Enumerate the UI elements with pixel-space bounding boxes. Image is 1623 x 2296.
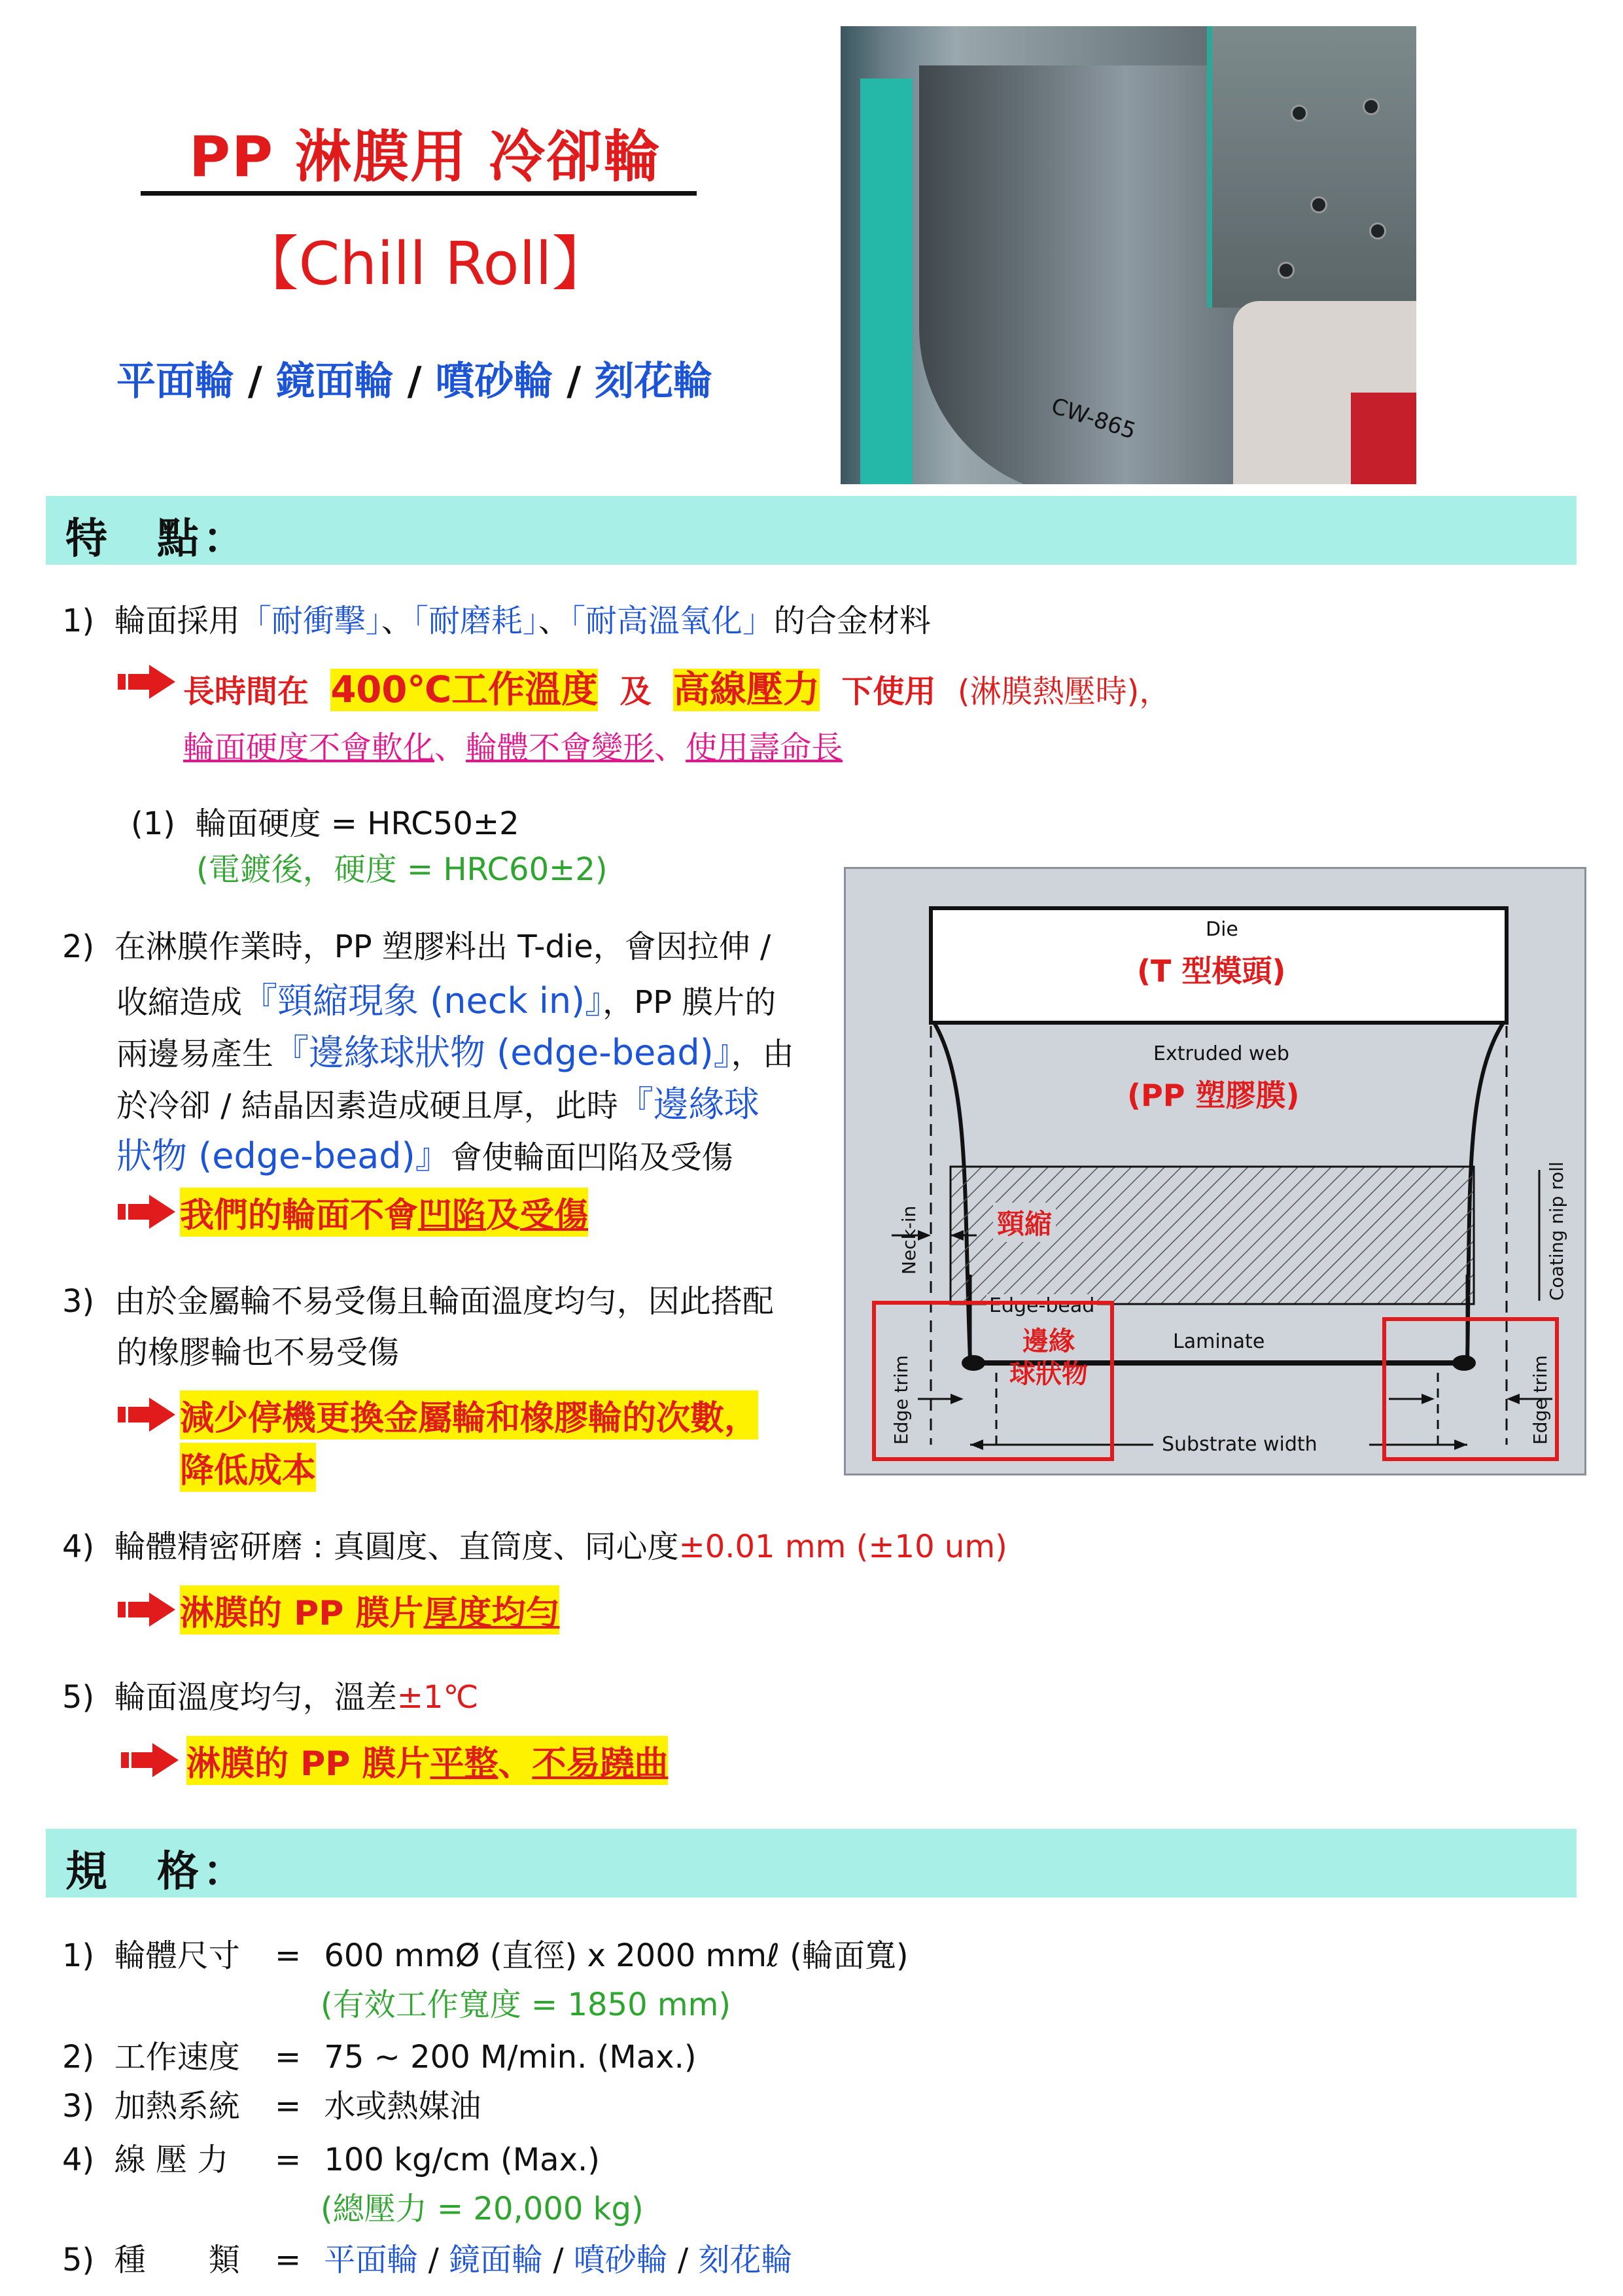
feature-2-result bbox=[180, 1188, 588, 1237]
features-heading: 特 點： bbox=[65, 515, 249, 563]
spec-row-heating bbox=[62, 2081, 481, 2126]
label-edge-trim-right: Edge trim bbox=[1529, 1355, 1551, 1445]
spec-label: 工作速度 bbox=[114, 2039, 240, 2075]
spec-row-size bbox=[62, 1930, 909, 1975]
spec-label: 種 類 bbox=[114, 2242, 240, 2278]
chill-roll-photo bbox=[841, 26, 1416, 484]
sub-number: (1) bbox=[131, 805, 175, 842]
feature-2-line-4 bbox=[116, 1076, 759, 1127]
uniform-thickness: 厚度均勻 bbox=[423, 1594, 560, 1633]
no-damage: 受傷 bbox=[520, 1196, 589, 1235]
label-edge-bead-zh-2: 球狀物 bbox=[1009, 1359, 1088, 1389]
label-laminate: Laminate bbox=[1173, 1330, 1265, 1353]
type-separator: / bbox=[407, 359, 422, 404]
bolt-icon bbox=[1291, 105, 1308, 122]
spec-size-note: (有效工作寬度 = 1850 mm) bbox=[321, 1987, 731, 2023]
feature-5 bbox=[62, 1672, 478, 1717]
feature-3-result-2: 降低成本 bbox=[180, 1443, 316, 1492]
feature-2-line-5 bbox=[116, 1128, 733, 1178]
high-line-pressure: 高線壓力 bbox=[673, 669, 820, 711]
type-separator: / bbox=[567, 359, 582, 404]
spec-row-types bbox=[62, 2234, 792, 2280]
feature-number: 1) bbox=[62, 603, 95, 639]
result-text: 長時間在 bbox=[183, 673, 309, 710]
spec-eq: = bbox=[275, 2142, 302, 2178]
spec-number: 5) bbox=[62, 2242, 95, 2278]
label-substrate-width: Substrate width bbox=[1157, 1433, 1323, 1456]
feature-number: 4) bbox=[62, 1528, 95, 1565]
feature-4-result bbox=[180, 1585, 559, 1634]
right-arrow-icon bbox=[121, 1740, 180, 1780]
specs-heading-bar bbox=[46, 1829, 1577, 1898]
feature-1-tail: 的合金材料 bbox=[773, 603, 931, 639]
right-arrow-icon bbox=[118, 1192, 177, 1231]
label-extruded-web: Extruded web bbox=[1153, 1042, 1289, 1065]
edge-bead-term: 『邊緣球狀物 (edge-bead)』 bbox=[273, 1032, 731, 1073]
feature-1-sub bbox=[131, 798, 519, 843]
spec-eq: = bbox=[275, 2242, 302, 2278]
label-edge-bead: Edge-bead bbox=[986, 1294, 1097, 1317]
right-arrow-icon bbox=[118, 1590, 177, 1629]
type-mirror: 鏡面輪 bbox=[275, 359, 394, 404]
comma: 、 bbox=[654, 730, 686, 766]
neck-in-diagram bbox=[844, 867, 1586, 1475]
wear-resistant: 「耐磨耗」 bbox=[412, 603, 538, 639]
result-text: 淋膜的 PP 膜片 bbox=[180, 1594, 424, 1633]
feature-1-result-1 bbox=[183, 661, 1170, 713]
feature-1-sub-note: (電鍍後，硬度 = HRC60±2) bbox=[196, 851, 608, 888]
type-separator: / bbox=[247, 359, 262, 404]
and-text: 及 bbox=[620, 673, 652, 710]
feature-4 bbox=[62, 1521, 1007, 1566]
long-life: 使用壽命長 bbox=[686, 730, 843, 766]
spec-pressure-note: (總壓力 = 20,000 kg) bbox=[321, 2191, 644, 2227]
spec-label: 輪體尺寸 bbox=[114, 1937, 240, 1974]
title-divider bbox=[141, 191, 697, 196]
tolerance-value: ±0.01 mm (±10 um) bbox=[678, 1528, 1007, 1565]
feature-1-result-2 bbox=[183, 722, 843, 768]
bolt-icon bbox=[1310, 196, 1327, 213]
comma: 、 bbox=[538, 603, 570, 639]
result-text: 淋膜的 PP 膜片 bbox=[186, 1744, 430, 1784]
spec-value: 75 ~ 200 M/min. (Max.) bbox=[324, 2039, 697, 2075]
type-separator: / bbox=[428, 2242, 439, 2278]
feature-1-text: 輪面採用 bbox=[114, 603, 240, 639]
result-text: 我們的輪面不會 bbox=[180, 1196, 419, 1235]
label-edge-bead-zh-1: 邊緣 bbox=[1022, 1326, 1075, 1356]
comma: 、 bbox=[498, 1744, 532, 1784]
spec-number: 1) bbox=[62, 1937, 95, 1974]
type-separator: / bbox=[678, 2242, 689, 2278]
label-die-zh: (T 型模頭) bbox=[1137, 953, 1286, 989]
feature-4-text: 輪體精密研磨 : 真圓度、直筒度、同心度 bbox=[114, 1528, 679, 1565]
edge-bead-term: 『邊緣球 bbox=[618, 1084, 759, 1125]
edge-highlight-left bbox=[872, 1301, 1114, 1461]
feature-number: 3) bbox=[62, 1283, 95, 1320]
feature-2-line-2 bbox=[116, 973, 776, 1023]
edge-highlight-right bbox=[1382, 1317, 1559, 1461]
temp-400c: 400℃工作溫度 bbox=[330, 669, 599, 711]
temp-diff-value: ±1℃ bbox=[396, 1679, 479, 1716]
feature-5-result bbox=[186, 1736, 668, 1785]
label-neck-in-zh: 頸縮 bbox=[993, 1203, 1056, 1242]
type-separator: / bbox=[553, 2242, 564, 2278]
feature-number: 5) bbox=[62, 1679, 95, 1716]
feature-number: 2) bbox=[62, 928, 95, 965]
feature-5-text: 輪面溫度均勻，溫差 bbox=[114, 1679, 397, 1716]
feature-2-text: 收縮造成 bbox=[116, 984, 243, 1021]
neck-in-term: 『頸縮現象 (neck in)』 bbox=[242, 980, 603, 1021]
feature-3-text: 由於金屬輪不易受傷且輪面溫度均勻，因此搭配 bbox=[114, 1283, 774, 1320]
spec-number: 2) bbox=[62, 2039, 95, 2075]
flat: 平整 bbox=[430, 1744, 498, 1784]
roll-marking: CW-865 bbox=[1048, 393, 1140, 445]
spec-value: 100 kg/cm (Max.) bbox=[324, 2142, 600, 2178]
label-neck-in: Neck-in bbox=[898, 1205, 920, 1275]
specs-heading: 規 格： bbox=[65, 1848, 249, 1896]
red-bearing bbox=[1351, 393, 1416, 484]
comma: 、 bbox=[381, 603, 413, 639]
feature-3-result-1: 減少停機更換金屬輪和橡膠輪的次數， bbox=[180, 1390, 758, 1439]
edge-bead-term: 狀物 (edge-bead)』 bbox=[116, 1135, 451, 1176]
bolt-icon bbox=[1363, 98, 1380, 115]
feature-2-text: ，PP 膜片的 bbox=[602, 984, 777, 1021]
feature-2-text: 於冷卻 / 結晶因素造成硬且厚，此時 bbox=[116, 1087, 618, 1124]
label-web-zh: (PP 塑膠膜) bbox=[1127, 1078, 1300, 1113]
feature-3-line-2: 的橡膠輪也不易受傷 bbox=[116, 1334, 400, 1371]
spec-type-sandblast: 噴砂輪 bbox=[573, 2242, 668, 2278]
roll-housing bbox=[1207, 26, 1416, 308]
right-arrow-icon bbox=[118, 1395, 177, 1434]
machine-frame bbox=[860, 79, 913, 484]
spec-eq: = bbox=[275, 2088, 302, 2125]
no-deform: 輪體不會變形 bbox=[466, 730, 655, 766]
spec-type-mirror: 鏡面輪 bbox=[449, 2242, 544, 2278]
page-title: PP 淋膜用 冷卻輪 bbox=[189, 124, 661, 190]
and-text: 及 bbox=[486, 1196, 521, 1235]
oxidation-resistant: 「耐高溫氧化」 bbox=[569, 603, 774, 639]
spec-label: 加熱系統 bbox=[114, 2088, 240, 2125]
label-coating-nip-roll: Coating nip roll bbox=[1546, 1161, 1567, 1301]
spec-type-engraved: 刻花輪 bbox=[698, 2242, 793, 2278]
right-arrow-icon bbox=[118, 662, 177, 701]
spec-number: 4) bbox=[62, 2142, 95, 2178]
no-dent: 凹陷 bbox=[418, 1196, 487, 1235]
type-engraved: 刻花輪 bbox=[595, 359, 713, 404]
page-subtitle: 【Chill Roll】 bbox=[239, 230, 611, 298]
spec-eq: = bbox=[275, 1937, 302, 1974]
spec-row-speed bbox=[62, 2032, 697, 2077]
feature-2-text: 兩邊易產生 bbox=[116, 1036, 274, 1072]
impact-resistant: 「耐衝擊」 bbox=[239, 603, 381, 639]
no-curl: 不易蹺曲 bbox=[532, 1744, 669, 1784]
spec-type-flat: 平面輪 bbox=[324, 2242, 419, 2278]
feature-2-text: 在淋膜作業時，PP 塑膠料出 T-die，會因拉伸 / bbox=[114, 928, 771, 965]
spec-row-pressure bbox=[62, 2134, 600, 2180]
feature-3-line-1 bbox=[62, 1276, 774, 1321]
label-edge-trim-left: Edge trim bbox=[890, 1355, 912, 1445]
type-sandblast: 噴砂輪 bbox=[435, 359, 553, 404]
spec-eq: = bbox=[275, 2039, 302, 2075]
features-heading-bar bbox=[46, 496, 1577, 565]
roll-types bbox=[116, 350, 712, 406]
feature-1 bbox=[62, 595, 931, 641]
hardness-value: 輪面硬度 = HRC50±2 bbox=[195, 805, 519, 842]
no-soften: 輪面硬度不會軟化 bbox=[183, 730, 435, 766]
feature-2-text: ，由 bbox=[731, 1036, 794, 1072]
feature-2-line-3 bbox=[116, 1025, 794, 1075]
spec-label: 線 壓 力 bbox=[114, 2142, 229, 2178]
feature-2-line-1 bbox=[62, 921, 771, 966]
spec-value: 水或熱媒油 bbox=[324, 2088, 481, 2125]
spec-value: 600 mmØ (直徑) x 2000 mmℓ (輪面寬) bbox=[324, 1937, 909, 1974]
bolt-icon bbox=[1278, 262, 1295, 279]
feature-2-text: 會使輪面凹陷及受傷 bbox=[450, 1139, 733, 1176]
bolt-icon bbox=[1369, 222, 1386, 239]
type-flat: 平面輪 bbox=[116, 359, 234, 404]
label-die: Die bbox=[1206, 918, 1238, 941]
result-text: 下使用 bbox=[841, 673, 936, 710]
spec-number: 3) bbox=[62, 2088, 95, 2125]
comma: 、 bbox=[434, 730, 466, 766]
result-note: (淋膜熱壓時)， bbox=[957, 673, 1171, 710]
